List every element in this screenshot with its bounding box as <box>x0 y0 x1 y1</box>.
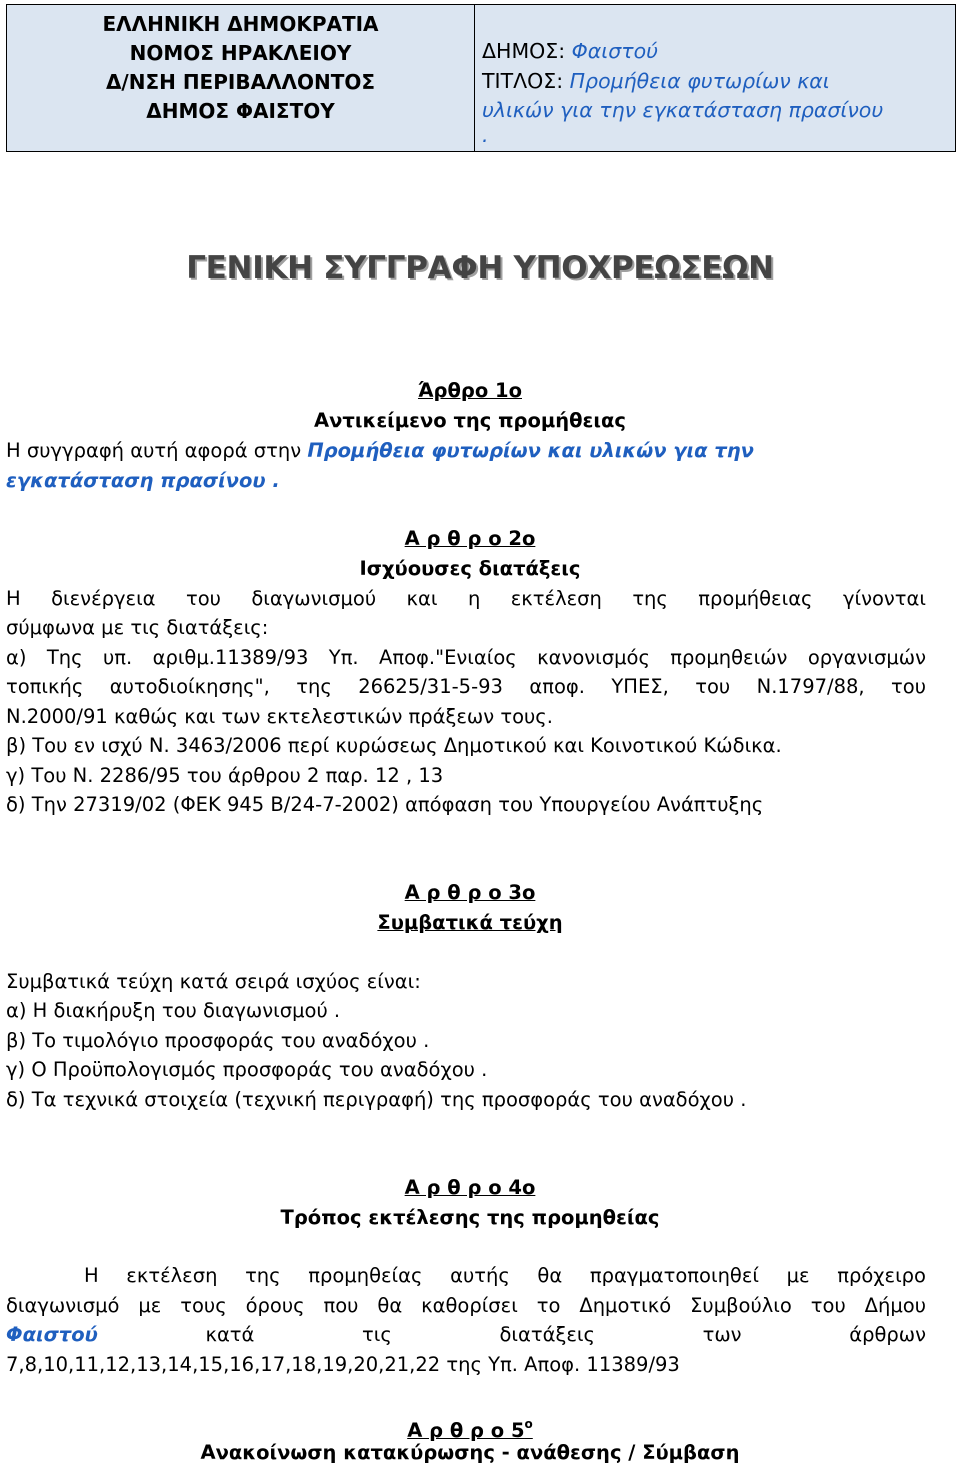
art2-line: τοπικής αυτοδιοίκησης", της 26625/31-5-93 αποφ. ΥΠΕΣ, του Ν.1797/88, του <box>6 675 926 698</box>
document-title: ΓΕΝΙΚΗ ΣΥΓΓΡΑΦΗ ΥΠΟΧΡΕΩΣΕΩΝ <box>186 250 774 286</box>
header-left-line: ΕΛΛΗΝΙΚΗ ΔΗΜΟΚΡΑΤΙΑ <box>102 12 379 36</box>
art2-line: β) Του εν ισχύ Ν. 3463/2006 περί κυρώσεως Δημοτικού και Κοινοτικού Κώδικα. <box>6 734 782 757</box>
art1-text-line <box>6 436 926 466</box>
art3-line: γ) Ο Προϋπολογισμός προσφοράς του αναδόχου . <box>6 1058 488 1081</box>
art2-heading: Α ρ θ ρ ο 2ο <box>404 527 536 550</box>
art3-heading: Α ρ θ ρ ο 3ο <box>404 881 536 904</box>
art1-subtitle: Αντικείμενο της προμήθειας <box>314 409 626 432</box>
art4-line3-rest: κατά τις διατάξεις των άρθρων <box>205 1323 926 1346</box>
art5-heading-sup: ο <box>524 1417 533 1431</box>
art4-heading: Α ρ θ ρ ο 4ο <box>404 1176 536 1199</box>
art3-line: Συμβατικά τεύχη κατά σειρά ισχύος είναι: <box>6 970 421 993</box>
art1-text-em: Προμήθεια φυτωρίων και υλικών για την <box>307 439 754 462</box>
art4-line3 <box>6 1320 926 1350</box>
art1-text-em-cont: εγκατάσταση πρασίνου . <box>6 469 280 492</box>
header-left-line: Δ/ΝΣΗ ΠΕΡΙΒΑΛΛΟΝΤΟΣ <box>105 70 376 94</box>
titlos-value-end: . <box>482 122 489 147</box>
dimos-value: Φαιστού <box>571 39 658 63</box>
dimos-label: ΔΗΜΟΣ: <box>482 39 566 63</box>
art3-line: β) Το τιμολόγιο προσφοράς του αναδόχου . <box>6 1029 430 1052</box>
art4-line1: Η εκτέλεση της προμηθείας αυτής θα πραγματοποιηθεί με πρόχειρο <box>84 1264 926 1287</box>
art5-subtitle: Ανακοίνωση κατακύρωσης - ανάθεσης / Σύμβαση <box>200 1441 740 1464</box>
header-table <box>6 4 956 152</box>
header-left-line: ΝΟΜΟΣ ΗΡΑΚΛΕΙΟΥ <box>129 41 352 65</box>
art3-line: δ) Τα τεχνικά στοιχεία (τεχνική περιγραφή) της προσφοράς του αναδόχου . <box>6 1088 747 1111</box>
header-left-cell <box>7 5 475 151</box>
art3-line: α) Η διακήρυξη του διαγωνισμού . <box>6 999 341 1022</box>
art5-heading-text: Α ρ θ ρ ο 5 <box>407 1419 525 1442</box>
art4-line2: διαγωνισμό με τους όρους που θα καθορίσει το Δημοτικό Συμβούλιο του Δήμου <box>6 1294 926 1317</box>
art2-line: σύμφωνα με τις διατάξεις: <box>6 616 269 639</box>
header-left-line: ΔΗΜΟΣ ΦΑΙΣΤΟΥ <box>146 99 335 123</box>
titlos-value: Προμήθεια φυτωρίων και <box>569 68 830 93</box>
header-right-cell <box>475 5 955 151</box>
art2-line: Η διενέργεια του διαγωνισμού και η εκτέλεση της προμήθειας γίνονται <box>6 587 926 610</box>
art2-subtitle: Ισχύουσες διατάξεις <box>359 557 581 580</box>
art1-text-prefix: Η συγγραφή αυτή αφορά στην <box>6 439 302 462</box>
titlos-value-cont: υλικών για την εγκατάσταση πρασίνου <box>482 98 884 122</box>
art3-subtitle: Συμβατικά τεύχη <box>377 911 563 934</box>
titlos-label: ΤΙΤΛΟΣ: <box>482 68 564 93</box>
art1-heading: Άρθρο 1ο <box>417 379 522 402</box>
titlos-row <box>482 67 955 97</box>
dimos-row <box>482 37 955 67</box>
art2-line: α) Της υπ. αριθμ.11389/93 Υπ. Αποφ."Ενιαίος κανονισμός προμηθειών οργανισμών <box>6 646 926 669</box>
art4-line <box>6 1261 926 1291</box>
art2-line: γ) Του Ν. 2286/95 του άρθρου 2 παρ. 12 , 13 <box>6 764 444 787</box>
art4-subtitle: Τρόπος εκτέλεσης της προμηθείας <box>280 1206 660 1229</box>
art4-dimos-name: Φαιστού <box>6 1323 98 1346</box>
art2-line: δ) Την 27319/02 (ΦΕΚ 945 Β/24-7-2002) απόφαση του Υπουργείου Ανάπτυξης <box>6 793 764 816</box>
art2-line: Ν.2000/91 καθώς και των εκτελεστικών πράξεων τους. <box>6 705 553 728</box>
art4-line4: 7,8,10,11,12,13,14,15,16,17,18,19,20,21,22 της Υπ. Αποφ. 11389/93 <box>6 1353 680 1376</box>
